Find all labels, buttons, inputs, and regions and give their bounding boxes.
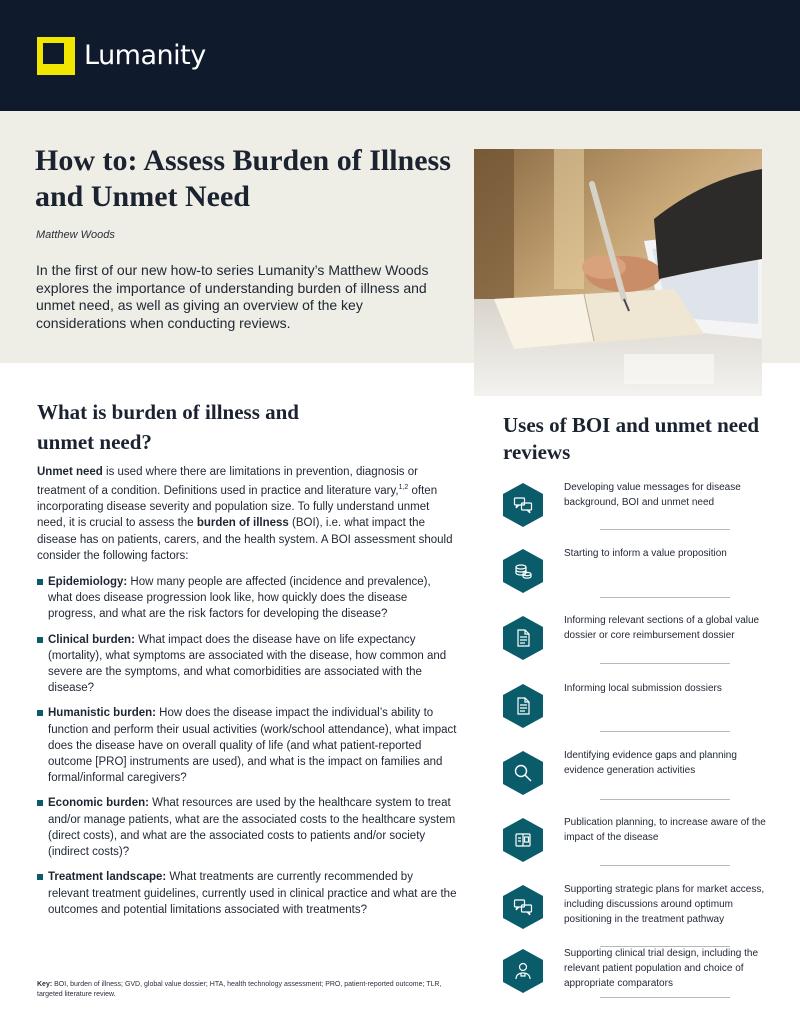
factor-item: [37, 632, 457, 697]
brand-name: Lumanity: [84, 40, 206, 71]
term-unmet-need: Unmet need: [37, 466, 103, 478]
divider: [600, 997, 730, 998]
section-heading: What is burden of illness and unmet need?: [37, 400, 299, 454]
factor-term: Epidemiology:: [48, 576, 128, 589]
key-footnote: [37, 980, 467, 1000]
header-bar: [0, 0, 800, 111]
factor-text: What impact does the disease have on life expectancy (mortality), what symptoms are associated with the disease, how common and severe are the symptoms, and what comorbidities are associated with the disease?: [48, 633, 447, 695]
use-text: Informing local submission dossiers: [564, 683, 722, 694]
document-icon: [503, 616, 543, 660]
bullet-square-icon: [37, 637, 43, 643]
factor-text: What resources are used by the healthcare system to treat and/or manage patients, what are the associated costs to the healthcare system (direct costs), and what are the associated costs to patients and/or society (indirect costs)?: [48, 797, 456, 859]
uses-heading: Uses of BOI and unmet need reviews: [503, 413, 760, 464]
author: Matthew Woods: [36, 229, 115, 241]
factor-term: Economic burden:: [48, 797, 149, 810]
factor-item: [37, 869, 457, 918]
factor-item: [37, 705, 457, 786]
use-text: Identifying evidence gaps and planning evidence generation activities: [564, 750, 737, 776]
use-text: Supporting clinical trial design, including the relevant patient population and choice of appropriate comparators: [564, 948, 759, 989]
factor-item: [37, 795, 457, 860]
bullet-square-icon: [37, 800, 43, 806]
bullet-square-icon: [37, 579, 43, 585]
use-text: Publication planning, to increase aware of the impact of the disease: [564, 817, 766, 843]
intro-definition: [37, 464, 457, 564]
text-segment: often incorporating disease severity and population size. To fully understand unmet need, it is crucial to assess the: [37, 485, 438, 530]
use-text: Informing relevant sections of a global value dossier or core reimbursement dossier: [564, 615, 760, 641]
factor-term: Clinical burden:: [48, 633, 135, 646]
use-text: Developing value messages for disease background, BOI and unmet need: [564, 482, 741, 508]
factor-term: Treatment landscape:: [48, 871, 167, 884]
coins-icon: [503, 549, 543, 593]
factor-term: Humanistic burden:: [48, 707, 156, 720]
intro-paragraph: In the first of our new how-to series Lumanity’s Matthew Woods explores the importance of understanding burden of illness and unmet need, as well as giving an overview of the key considerations when conducting reviews.: [36, 262, 429, 331]
divider: [600, 529, 730, 530]
magnifier-icon: [503, 751, 543, 795]
hero-photo: [474, 149, 762, 396]
chat-bubbles-icon: [503, 885, 543, 929]
bullet-square-icon: [37, 710, 43, 716]
key-label: Key:: [37, 981, 53, 988]
factor-text: How many people are affected (incidence and prevalence), what does disease progression look like, how quickly does the disease progress, and what are the risk factors for developing the disease?: [48, 576, 431, 621]
divider: [600, 663, 730, 664]
divider: [600, 731, 730, 732]
factor-text: What treatments are currently recommended by relevant treatment guidelines, currently used in clinical practice and what are the outcomes and potential limitations associated with treatments?: [48, 871, 457, 916]
text-segment: (BOI), i.e. what impact the disease has on patients, carers, and the health system. A BOI assessment should consider the following factors:: [37, 517, 453, 562]
chat-bubbles-icon: [503, 483, 543, 527]
section-body: [37, 464, 457, 927]
publication-icon: [503, 818, 543, 862]
clinician-icon: [503, 949, 543, 993]
divider: [600, 799, 730, 800]
factor-list: [37, 574, 457, 918]
divider: [600, 865, 730, 866]
text-segment: is used where there are limitations in prevention, diagnosis or treatment of a condition. Definitions used in practice and literature vary,: [37, 466, 418, 498]
key-text: BOI, burden of illness; GVD, global value dossier; HTA, health technology assessment; PRO, patient-reported outcome; TLR, targeted literature review.: [37, 981, 442, 998]
term-burden-of-illness: burden of illness: [196, 517, 289, 530]
page-title: How to: Assess Burden of Illness and Unmet Need: [35, 144, 451, 213]
factor-item: [37, 574, 457, 623]
use-text: Supporting strategic plans for market access, including discussions around optimum positioning in the treatment pathway: [564, 884, 765, 925]
factor-text: How does the disease impact the individual’s ability to function and perform their usual activities (work/school attendance), what impact does the disease have on overall quality of life (and what patient-reported outcome [PRO] instruments are used), and what is the impact on families and formal/informal caregivers?: [48, 707, 457, 785]
citation-superscript: 1,2: [398, 484, 409, 492]
use-text: Starting to inform a value proposition: [564, 548, 727, 559]
document-icon: [503, 684, 543, 728]
bullet-square-icon: [37, 874, 43, 880]
lumanity-logo-icon: [37, 37, 75, 75]
divider: [600, 597, 730, 598]
